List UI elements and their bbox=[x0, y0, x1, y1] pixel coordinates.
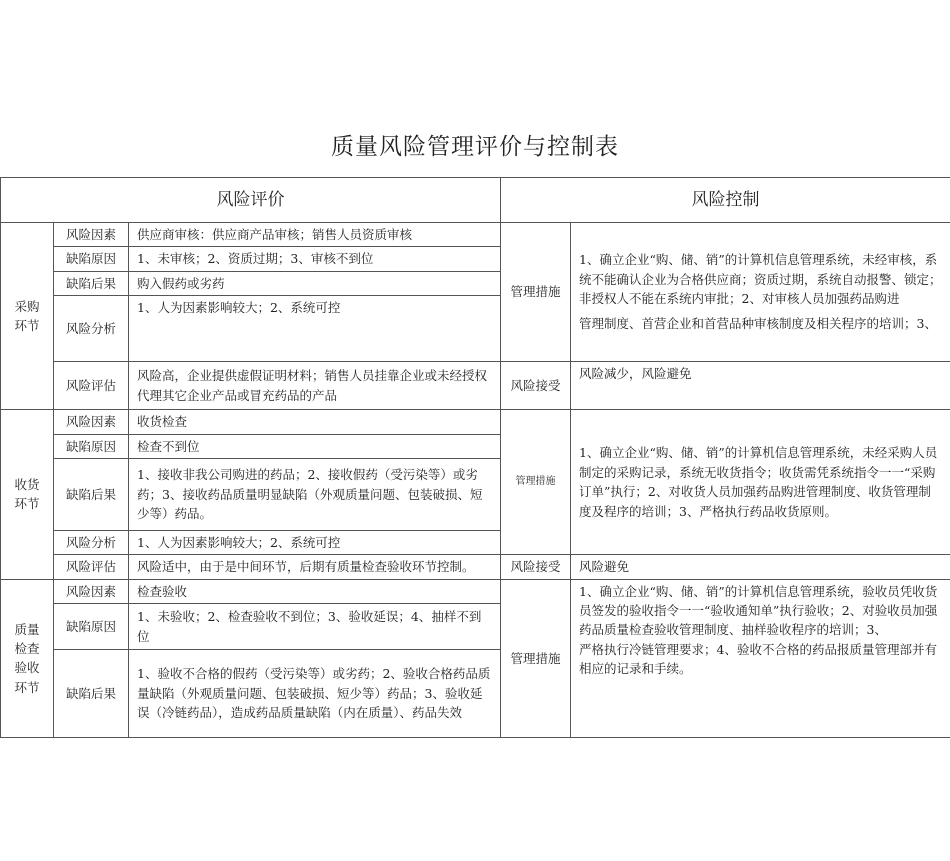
row-value: 1、接收非我公司购进的药品；2、接收假药（受污染等）或劣药；3、接收药品质量明显缺陷（外观质量问题、包装破损、短少等）药品。 bbox=[129, 458, 501, 530]
accept-value: 风险避免 bbox=[571, 555, 950, 579]
row-value: 购入假药或劣药 bbox=[129, 271, 501, 295]
row-value: 1、人为因素影响较大；2、系统可控 bbox=[129, 296, 501, 362]
header-risk-control: 风险控制 bbox=[501, 178, 950, 223]
row-label: 风险分析 bbox=[54, 296, 129, 362]
row-value: 风险适中，由于是中间环节，后期有质量检查验收环节控制。 bbox=[129, 555, 501, 579]
measure-text: 1、确立企业“购、储、销”的计算机信息管理系统，未经审核，系统不能确认企业为合格供应商；资质过期，系统自动报警、锁定；非授权人不能在系统内审批；2、对审核人员加强药品购进 管理制度、首营企业和首营品种审核制度及相关程序的培训；3、 bbox=[571, 223, 950, 362]
accept-value: 风险减少，风险避免 bbox=[571, 362, 950, 410]
measure-text: 1、确立企业“购、储、销”的计算机信息管理系统，未经采购人员制定的采购记录，系统无收货指令；收货需凭系统指令一一“采购订单”执行；2、对收货人员加强药品购进管理制度、收货管理制度及程序的培训；3、严格执行药品收货原则。 bbox=[571, 410, 950, 555]
row-label: 缺陷原因 bbox=[54, 434, 129, 458]
row-label: 缺陷后果 bbox=[54, 458, 129, 530]
accept-label: 风险接受 bbox=[501, 362, 571, 410]
row-label: 风险因素 bbox=[54, 223, 129, 247]
accept-label: 风险接受 bbox=[501, 555, 571, 579]
risk-control-table bbox=[0, 177, 950, 738]
row-value: 1、验收不合格的假药（受污染等）或劣药；2、验收合格药品质量缺陷（外观质量问题、包装破损、短少等）药品；3、验收延误（冷链药品），造成药品质量缺陷（内在质量）、药品失效 bbox=[129, 650, 501, 738]
row-value: 检查验收 bbox=[129, 579, 501, 603]
row-value: 1、未验收；2、检查验收不到位；3、验收延误；4、抽样不到位 bbox=[129, 604, 501, 650]
page-title: 质量风险管理评价与控制表 bbox=[331, 134, 619, 160]
row-label: 缺陷后果 bbox=[54, 271, 129, 295]
row-label: 风险分析 bbox=[54, 530, 129, 554]
row-label: 缺陷原因 bbox=[54, 604, 129, 650]
row-value: 检查不到位 bbox=[129, 434, 501, 458]
row-value: 1、人为因素影响较大；2、系统可控 bbox=[129, 530, 501, 554]
row-value: 1、未审核；2、资质过期；3、审核不到位 bbox=[129, 247, 501, 271]
row-label: 缺陷原因 bbox=[54, 247, 129, 271]
row-label: 风险因素 bbox=[54, 410, 129, 434]
stage-receiving: 收货 环节 bbox=[1, 410, 54, 580]
stage-inspection: 质量 检查 验收 环节 bbox=[1, 579, 54, 737]
row-label: 风险评估 bbox=[54, 555, 129, 579]
header-risk-evaluation: 风险评价 bbox=[1, 178, 501, 223]
row-label: 缺陷后果 bbox=[54, 650, 129, 738]
row-label: 风险因素 bbox=[54, 579, 129, 603]
measure-text: 1、确立企业“购、储、销”的计算机信息管理系统，验收员凭收货员签发的验收指令一一“验收通知单”执行验收；2、对验收员加强药品质量检查验收管理制度、抽样验收程序的培训；3、 严格执行冷链管理要求；4、验收不合格的药品报质量管理部并有相应的记录和手续。 bbox=[571, 579, 950, 737]
measure-label: 管理措施 bbox=[501, 223, 571, 362]
measure-label: 管理措施 bbox=[501, 579, 571, 737]
row-value: 风险高，企业提供虚假证明材料；销售人员挂靠企业或未经授权代理其它企业产品或冒充药品的产品 bbox=[129, 362, 501, 410]
row-label: 风险评估 bbox=[54, 362, 129, 410]
measure-label: 管理措施 bbox=[501, 410, 571, 555]
row-value: 收货检查 bbox=[129, 410, 501, 434]
stage-procurement: 采购 环节 bbox=[1, 223, 54, 410]
row-value: 供应商审核：供应商产品审核；销售人员资质审核 bbox=[129, 223, 501, 247]
